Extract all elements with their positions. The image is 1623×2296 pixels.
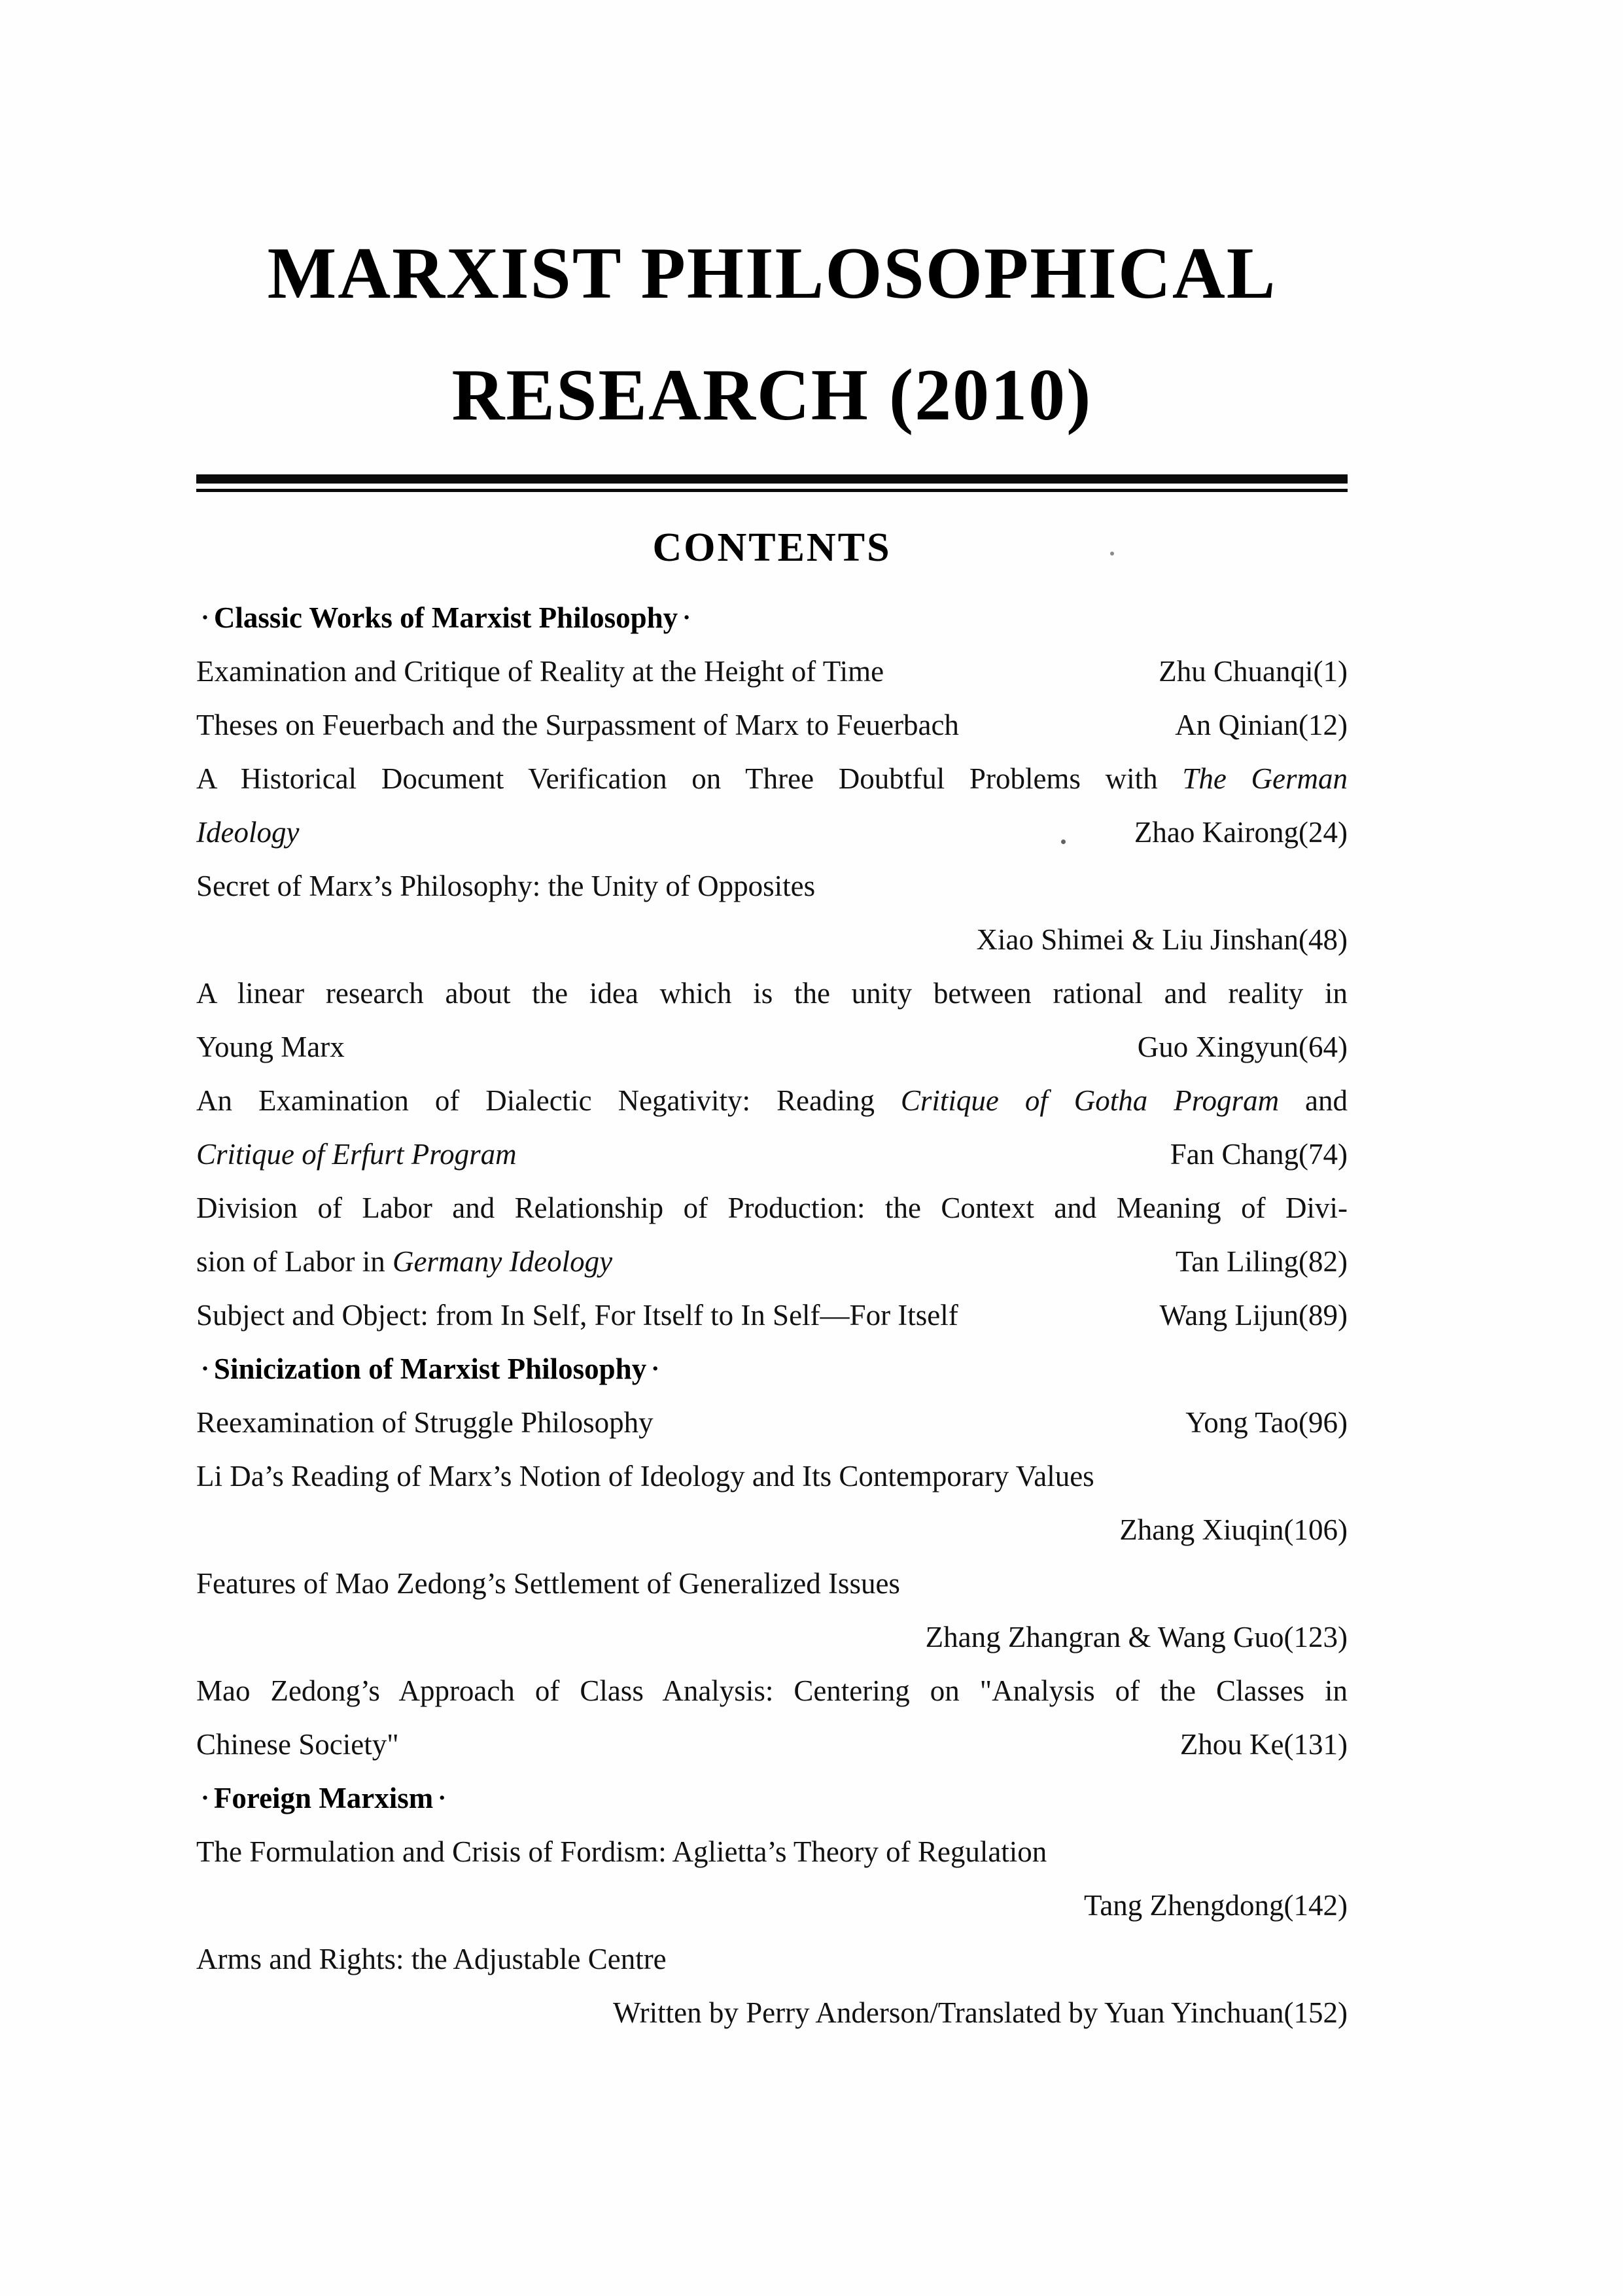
toc-section-header <box>196 1771 1348 1825</box>
toc-entry-title-segment: Division of Labor and Relationship of Production: the Context and Meaning of Divi- <box>196 1192 1348 1224</box>
toc-entry <box>196 1664 1348 1718</box>
toc-entry-title <box>196 1192 1348 1224</box>
bullet-icon: • <box>202 1789 208 1807</box>
toc-entry-title-segment: Mao Zedong’s Approach of Class Analysis: Centering on "Analysis of the Classes in <box>196 1674 1348 1707</box>
book-title-line1: MARXIST PHILOSOPHICAL <box>267 233 1277 314</box>
toc-entry <box>196 913 1348 966</box>
toc-entry-title <box>196 1727 399 1761</box>
toc-entry-author-page: Zhang Zhangran & Wang Guo(123) <box>925 1621 1348 1653</box>
toc-entry-author-page: An Qinian(12) <box>1175 709 1348 741</box>
toc-section-label: Classic Works of Marxist Philosophy <box>213 601 678 634</box>
toc-entry <box>196 1825 1348 1879</box>
toc-entry-title-italic-segment: The German <box>1182 762 1348 795</box>
toc-entry-title <box>196 1942 667 1976</box>
toc-entry <box>196 698 1348 752</box>
toc-section-header <box>196 1342 1348 1396</box>
toc-entry <box>196 1074 1348 1127</box>
bullet-icon: • <box>439 1789 445 1807</box>
toc-entry-title-segment: Features of Mao Zedong’s Settlement of Generalized Issues <box>196 1567 900 1600</box>
toc-entry-title-segment: sion of Labor in <box>196 1245 393 1278</box>
toc-entry-title-segment: The Formulation and Crisis of Fordism: Aglietta’s Theory of Regulation <box>196 1835 1047 1868</box>
toc-section-header <box>196 591 1348 645</box>
contents-heading: CONTENTS <box>652 525 892 570</box>
bullet-icon: • <box>202 1360 208 1377</box>
toc-entry <box>196 859 1348 913</box>
toc-entry <box>196 1718 1348 1771</box>
toc-entry-title-italic-segment: Germany Ideology <box>392 1245 613 1278</box>
toc-entry-title-italic-segment: Critique of Gotha Program <box>900 1084 1280 1117</box>
double-rule-divider <box>196 474 1348 492</box>
toc-entry-title-italic-segment: Critique of Erfurt Program <box>196 1138 517 1171</box>
toc-entry <box>196 1127 1348 1181</box>
toc-section-label: Foreign Marxism <box>213 1782 434 1814</box>
toc-entry <box>196 1986 1348 2040</box>
toc-entry-title-segment: Reexamination of Struggle Philosophy <box>196 1406 654 1439</box>
book-title <box>196 213 1348 456</box>
toc-entry-title-segment: An Examination of Dialectic Negativity: Reading <box>196 1084 901 1117</box>
toc-entry-author-page: Fan Chang(74) <box>1170 1138 1348 1171</box>
toc-entry <box>196 805 1348 859</box>
page-content <box>196 0 1348 2040</box>
toc-entry <box>196 1288 1348 1342</box>
toc-entry-title <box>196 1835 1047 1869</box>
toc-lines <box>196 591 1348 2040</box>
toc-entry-title <box>196 1245 612 1279</box>
toc-entry-title-segment: A linear research about the idea which is the unity between rational and reality in <box>196 977 1348 1010</box>
toc-entry-title <box>196 977 1348 1010</box>
toc-entry-title <box>196 869 815 903</box>
toc-entry-title <box>196 815 299 849</box>
toc-entry-title-segment: Arms and Rights: the Adjustable Centre <box>196 1943 667 1975</box>
toc-entry-title <box>196 1566 900 1600</box>
toc-entry-title-segment: Chinese Society" <box>196 1728 399 1761</box>
divider-thick-rule <box>196 474 1348 484</box>
toc-entry-title-segment: Secret of Marx’s Philosophy: the Unity of Opposites <box>196 870 816 902</box>
toc-entry-author-page: Tang Zhengdong(142) <box>1083 1889 1348 1922</box>
toc-entry-title <box>196 708 959 742</box>
toc-entry <box>196 966 1348 1020</box>
toc-entry-title-segment: and <box>1279 1084 1348 1117</box>
book-title-line2: RESEARCH (2010) <box>451 355 1092 436</box>
toc-entry-author-page: Yong Tao(96) <box>1185 1406 1348 1439</box>
toc-entry <box>196 1932 1348 1986</box>
toc-entry <box>196 1557 1348 1610</box>
toc-entry-author-page: Xiao Shimei & Liu Jinshan(48) <box>976 923 1348 956</box>
bullet-icon: • <box>652 1360 658 1377</box>
toc-entry <box>196 1181 1348 1235</box>
toc-entry-title <box>196 762 1348 795</box>
toc-entry <box>196 752 1348 805</box>
toc-entry <box>196 645 1348 698</box>
toc-entry <box>196 1879 1348 1932</box>
toc-entry-title-segment: Theses on Feuerbach and the Surpassment of Marx to Feuerbach <box>196 709 959 741</box>
toc-entry-title <box>196 654 884 688</box>
toc-entry-author-page: Tan Liling(82) <box>1175 1245 1348 1278</box>
toc-entry-author-page: Wang Lijun(89) <box>1159 1299 1348 1332</box>
scan-speck <box>1110 552 1114 556</box>
toc-entry-title-segment: A Historical Document Verification on Three Doubtful Problems with <box>196 762 1183 795</box>
toc-entry-title <box>196 1137 517 1171</box>
toc-entry-author-page: Zhao Kairong(24) <box>1134 816 1348 849</box>
toc-entry <box>196 1396 1348 1449</box>
bullet-icon: • <box>684 609 689 626</box>
toc-entry-title-segment: Examination and Critique of Reality at the Height of Time <box>196 655 884 688</box>
scan-speck <box>1061 839 1066 844</box>
toc-section-label: Sinicization of Marxist Philosophy <box>213 1352 647 1385</box>
toc-entry-author-page: Guo Xingyun(64) <box>1137 1031 1348 1063</box>
toc-entry-author-page: Zhu Chuanqi(1) <box>1159 655 1348 688</box>
toc-entry-title <box>196 1459 1094 1493</box>
toc-entry-title <box>196 1674 1348 1707</box>
toc-entry-title-segment: Subject and Object: from In Self, For Itself to In Self—For Itself <box>196 1299 958 1332</box>
toc-entry-title <box>196 1298 958 1332</box>
toc-entry <box>196 1503 1348 1557</box>
toc-entry <box>196 1235 1348 1288</box>
toc-entry <box>196 1449 1348 1503</box>
toc-entry <box>196 1610 1348 1664</box>
toc-entry-title-italic-segment: Ideology <box>196 816 300 849</box>
toc-entry-title-segment: Li Da’s Reading of Marx’s Notion of Ideology and Its Contemporary Values <box>196 1460 1094 1492</box>
toc-entry-author-page: Written by Perry Anderson/Translated by Yuan Yinchuan(152) <box>612 1996 1348 2029</box>
toc-entry-title-segment: Young Marx <box>196 1031 345 1063</box>
divider-thin-rule <box>196 489 1348 492</box>
bullet-icon: • <box>202 609 208 626</box>
toc-entry <box>196 1020 1348 1074</box>
toc-entry-title <box>196 1405 654 1439</box>
toc-entry-author-page: Zhou Ke(131) <box>1179 1728 1348 1761</box>
toc-entry-author-page: Zhang Xiuqin(106) <box>1119 1513 1348 1546</box>
toc-entry-title <box>196 1084 1348 1117</box>
toc-entry-title <box>196 1030 345 1064</box>
